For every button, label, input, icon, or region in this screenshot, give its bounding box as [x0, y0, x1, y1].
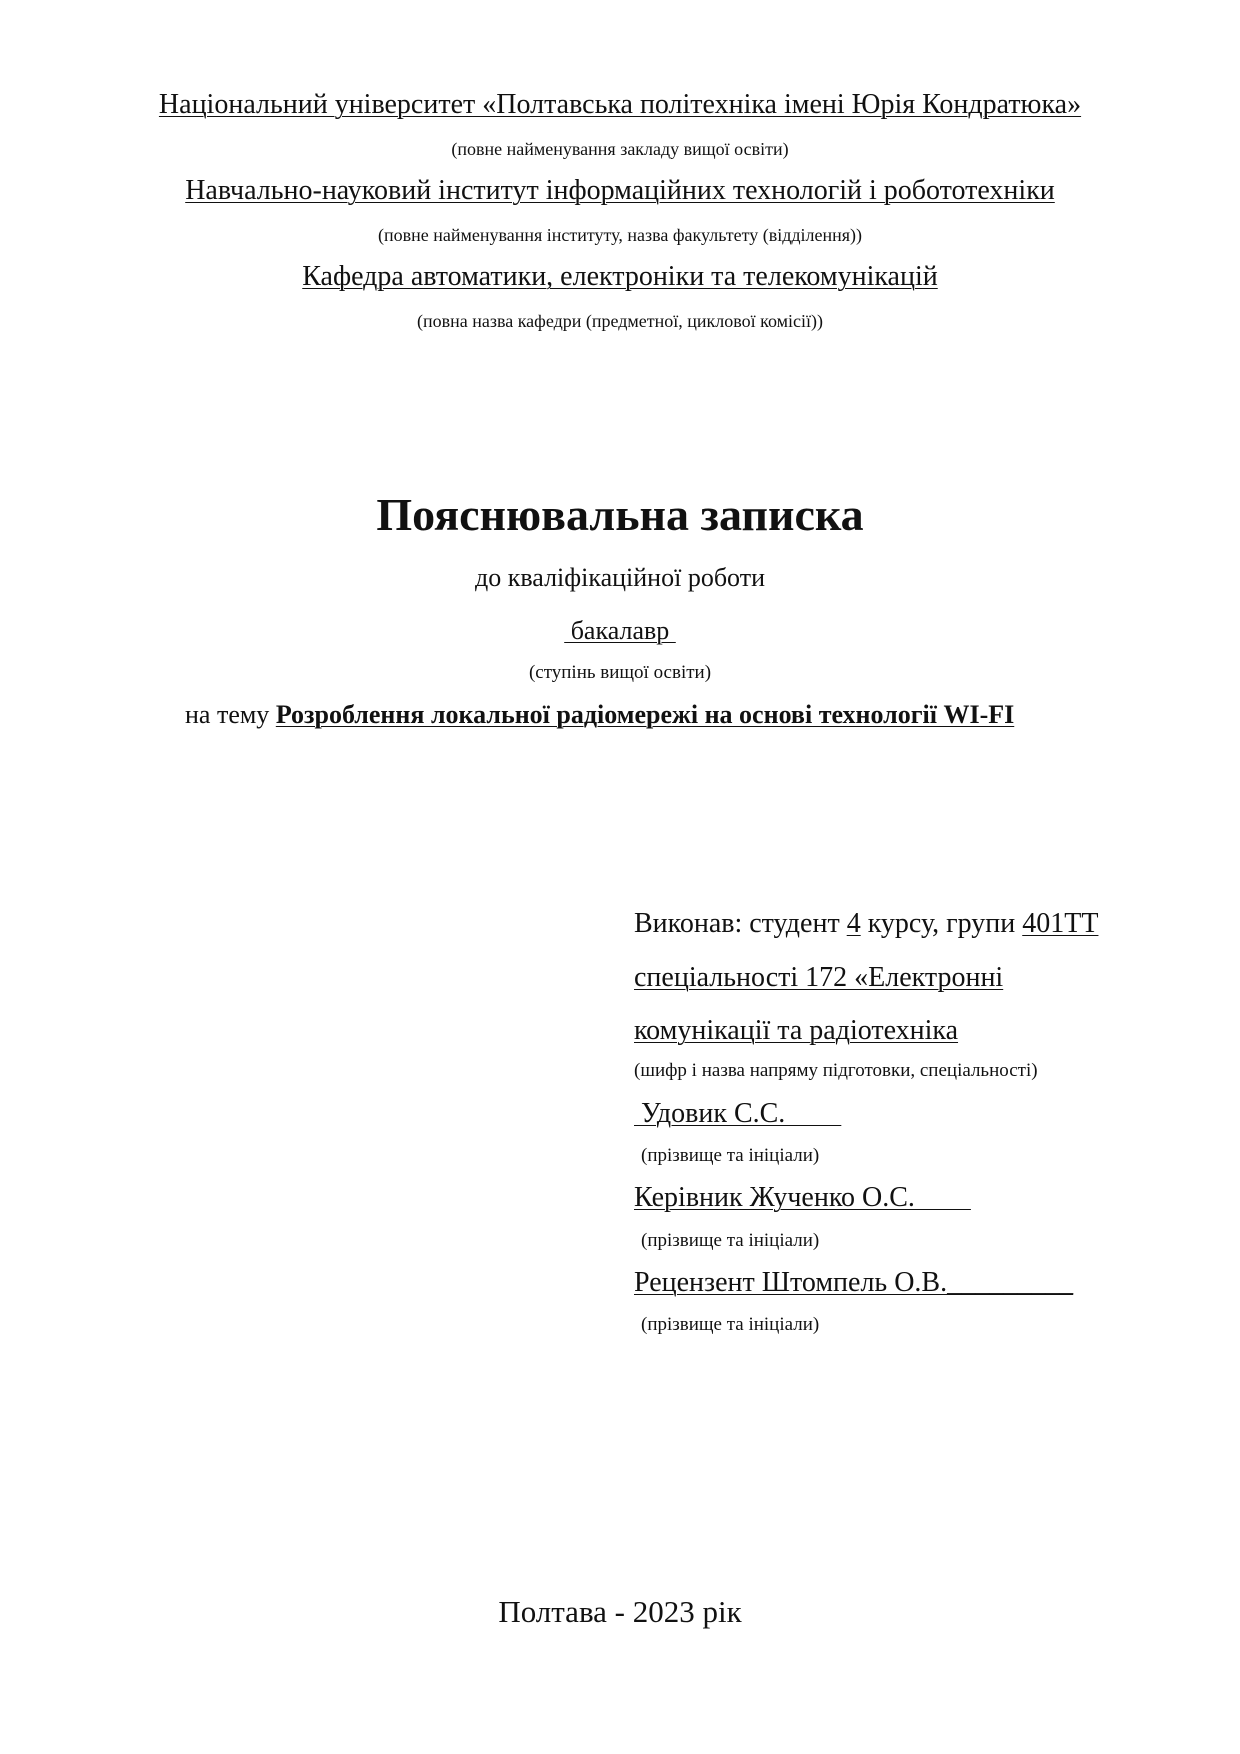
- student-note: (прізвище та ініціали): [641, 1145, 820, 1166]
- author-mid: курсу, групи: [860, 908, 1023, 939]
- topic-line: [185, 700, 1014, 730]
- department-name: Кафедра автоматики, електроніки та телекомунікацій: [302, 261, 938, 292]
- specialty-line-1: спеціальності 172 «Електронні: [634, 962, 1004, 993]
- document-subtitle: до кваліфікаційної роботи: [475, 563, 765, 592]
- course-number: 4: [846, 908, 861, 939]
- author-prefix: Виконав: студент: [634, 908, 847, 939]
- group-number: 401ТТ: [1022, 908, 1099, 939]
- department-note: (повна назва кафедри (предметної, циклової комісії)): [416, 311, 824, 331]
- reviewer-note: (прізвище та ініціали): [641, 1314, 820, 1335]
- topic-prefix: на тему: [185, 700, 276, 729]
- university-note: (повне найменування закладу вищої освіти): [451, 139, 789, 159]
- city-year: Полтава - 2023 рік: [498, 1594, 742, 1629]
- topic-title: Розроблення локальної радіомережі на основі технології WI-FI: [275, 700, 1015, 729]
- specialty-line-2: комунікації та радіотехніка: [634, 1015, 959, 1046]
- degree-value: бакалавр: [564, 616, 676, 645]
- reviewer-name: Рецензент Штомпель О.В._________: [634, 1267, 1074, 1298]
- supervisor-name: Керівник Жученко О.С.: [634, 1182, 971, 1213]
- university-name: Національний університет «Полтавська політехніка імені Юрія Кондратюка»: [158, 89, 1082, 120]
- specialty-note: (шифр і назва напряму підготовки, спеціальності): [634, 1060, 1038, 1081]
- student-name: Удовик С.С.: [634, 1098, 842, 1129]
- author-line: [634, 908, 1098, 940]
- degree: [0, 616, 1240, 646]
- document-title: Пояснювальна записка: [376, 489, 864, 540]
- institute-name: Навчально-науковий інститут інформаційних технологій і робототехніки: [185, 175, 1055, 206]
- degree-note: (ступінь вищої освіти): [528, 662, 712, 683]
- institute-note: (повне найменування інституту, назва факультету (відділення)): [377, 225, 863, 245]
- supervisor-note: (прізвище та ініціали): [641, 1230, 820, 1251]
